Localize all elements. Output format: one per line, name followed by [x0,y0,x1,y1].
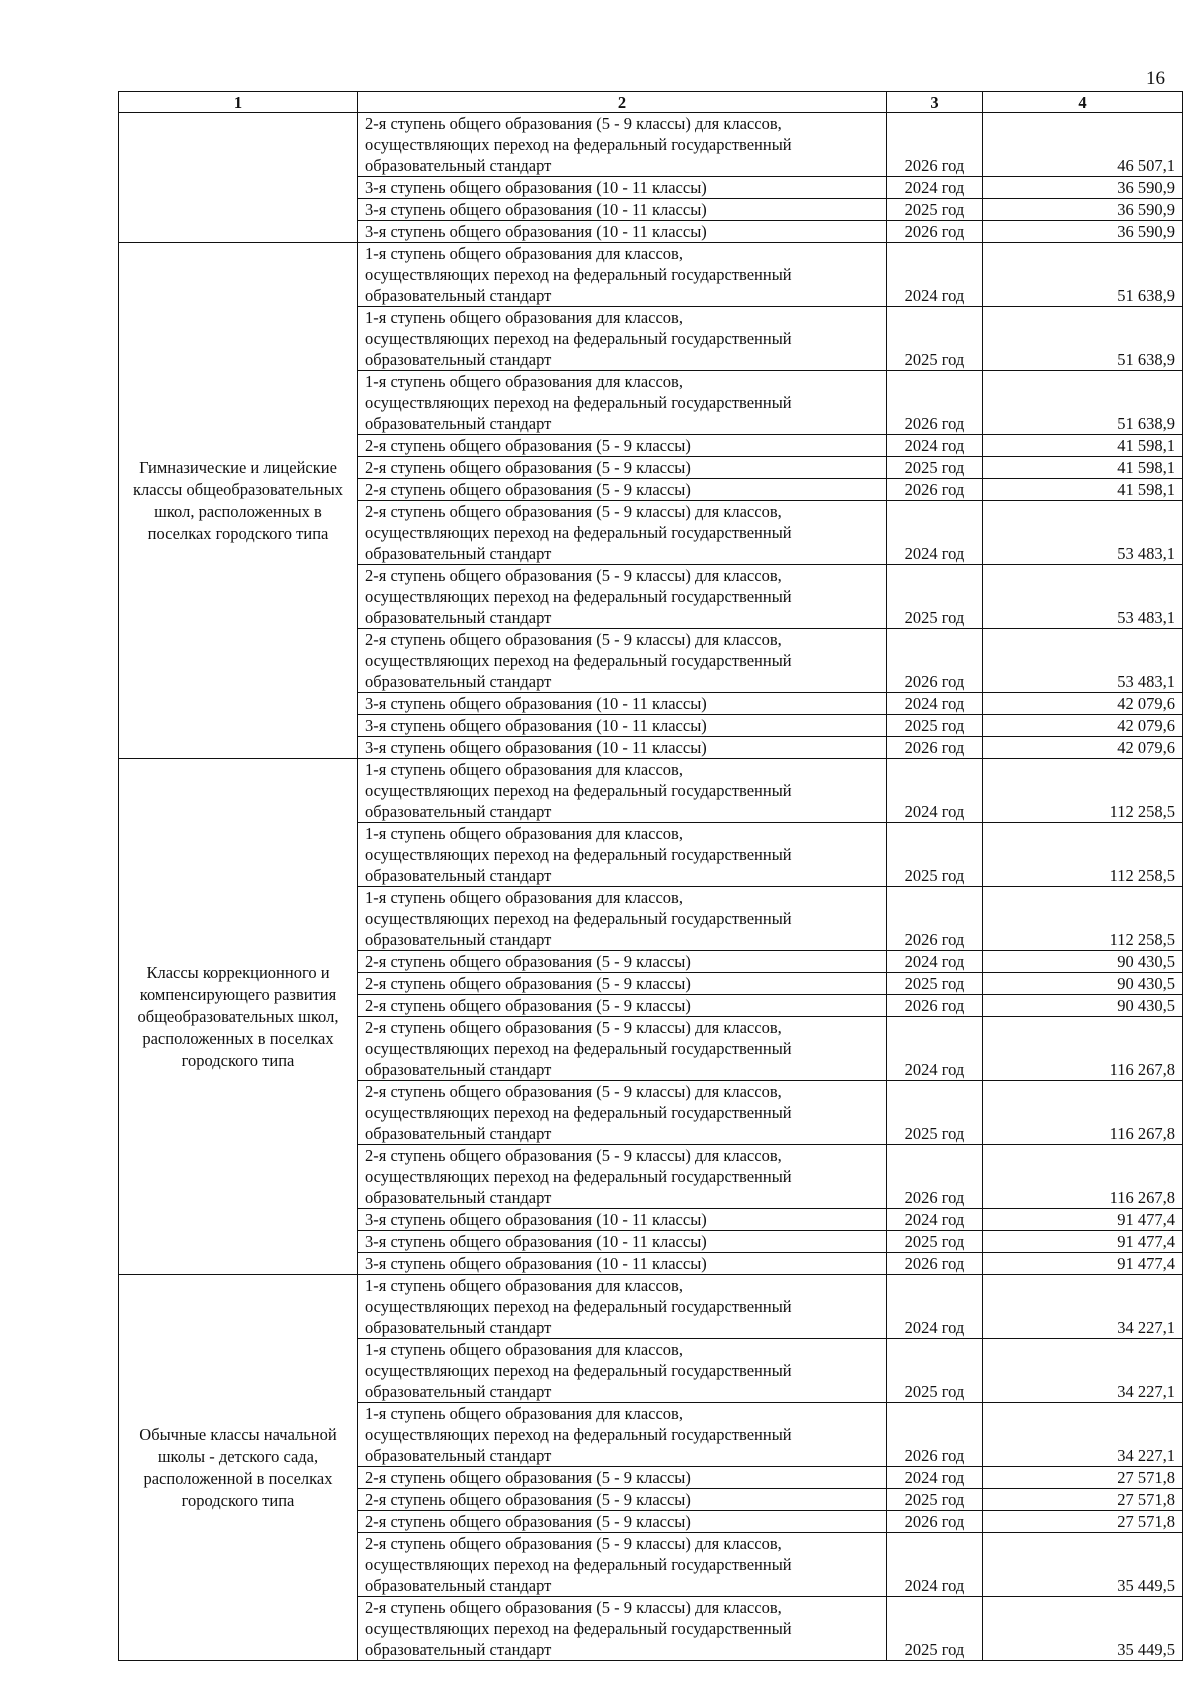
header-row [119,92,1183,113]
description-cell [358,199,887,221]
value-cell: 41 598,1 [983,479,1183,501]
value-cell: 91 477,4 [983,1253,1183,1275]
value-cell: 90 430,5 [983,973,1183,995]
description-line: образовательный стандарт [365,544,552,563]
value-cell: 36 590,9 [983,177,1183,199]
description-line: осуществляющих переход на федеральный государственный [365,393,792,412]
description-line: 2-я ступень общего образования (5 - 9 классы) [365,436,691,455]
year-cell: 2025 год [887,1597,983,1661]
description-cell [358,737,887,759]
year-cell: 2026 год [887,629,983,693]
description-line: 3-я ступень общего образования (10 - 11 классы) [365,178,707,197]
year-cell: 2024 год [887,501,983,565]
description-line: 2-я ступень общего образования (5 - 9 классы) [365,458,691,477]
description-line: 3-я ступень общего образования (10 - 11 классы) [365,694,707,713]
value-cell: 41 598,1 [983,435,1183,457]
value-cell: 36 590,9 [983,221,1183,243]
value-cell: 90 430,5 [983,995,1183,1017]
year-cell: 2024 год [887,1533,983,1597]
description-cell [358,371,887,435]
description-line: образовательный стандарт [365,414,552,433]
description-cell [358,1403,887,1467]
year-cell: 2024 год [887,1275,983,1339]
table-row [119,113,1183,177]
year-cell: 2025 год [887,307,983,371]
description-line: осуществляющих переход на федеральный государственный [365,135,792,154]
value-cell: 51 638,9 [983,371,1183,435]
description-line: образовательный стандарт [365,1188,552,1207]
value-cell: 42 079,6 [983,693,1183,715]
description-line: осуществляющих переход на федеральный государственный [365,909,792,928]
description-line: 2-я ступень общего образования (5 - 9 классы) [365,952,691,971]
value-cell: 91 477,4 [983,1231,1183,1253]
description-line: образовательный стандарт [365,672,552,691]
value-cell: 53 483,1 [983,565,1183,629]
description-line: 1-я ступень общего образования для классов, [365,1404,683,1423]
year-cell: 2025 год [887,1081,983,1145]
value-cell: 42 079,6 [983,715,1183,737]
year-cell: 2025 год [887,1231,983,1253]
value-cell: 116 267,8 [983,1081,1183,1145]
year-cell: 2026 год [887,887,983,951]
header-cell-3: 3 [887,92,983,113]
value-cell: 35 449,5 [983,1533,1183,1597]
description-cell [358,973,887,995]
value-cell: 53 483,1 [983,501,1183,565]
value-cell: 27 571,8 [983,1511,1183,1533]
value-cell: 36 590,9 [983,199,1183,221]
description-cell [358,113,887,177]
value-cell: 51 638,9 [983,307,1183,371]
description-cell [358,1339,887,1403]
description-line: осуществляющих переход на федеральный государственный [365,523,792,542]
description-line: 2-я ступень общего образования (5 - 9 классы) для классов, [365,1146,782,1165]
description-line: осуществляющих переход на федеральный государственный [365,265,792,284]
description-cell [358,1253,887,1275]
description-cell [358,1597,887,1661]
description-line: образовательный стандарт [365,1382,552,1401]
description-line: осуществляющих переход на федеральный государственный [365,587,792,606]
description-line: образовательный стандарт [365,156,552,175]
description-line: 3-я ступень общего образования (10 - 11 классы) [365,716,707,735]
description-line: 3-я ступень общего образования (10 - 11 классы) [365,1254,707,1273]
year-cell: 2025 год [887,1339,983,1403]
description-line: образовательный стандарт [365,866,552,885]
description-line: осуществляющих переход на федеральный государственный [365,1619,792,1638]
description-line: 2-я ступень общего образования (5 - 9 классы) для классов, [365,1082,782,1101]
value-cell: 34 227,1 [983,1275,1183,1339]
description-line: образовательный стандарт [365,802,552,821]
description-cell [358,693,887,715]
description-line: осуществляющих переход на федеральный государственный [365,1361,792,1380]
value-cell: 35 449,5 [983,1597,1183,1661]
description-cell [358,759,887,823]
description-line: осуществляющих переход на федеральный государственный [365,329,792,348]
description-cell [358,887,887,951]
description-line: 2-я ступень общего образования (5 - 9 классы) для классов, [365,114,782,133]
description-line: 2-я ступень общего образования (5 - 9 классы) для классов, [365,1018,782,1037]
description-line: осуществляющих переход на федеральный государственный [365,651,792,670]
description-line: 2-я ступень общего образования (5 - 9 классы) для классов, [365,1534,782,1553]
description-line: осуществляющих переход на федеральный государственный [365,1167,792,1186]
year-cell: 2024 год [887,951,983,973]
year-cell: 2025 год [887,565,983,629]
description-line: осуществляющих переход на федеральный государственный [365,845,792,864]
description-cell [358,1467,887,1489]
description-line: 3-я ступень общего образования (10 - 11 классы) [365,1232,707,1251]
value-cell: 41 598,1 [983,457,1183,479]
value-cell: 51 638,9 [983,243,1183,307]
description-line: образовательный стандарт [365,286,552,305]
tariff-table [118,91,1183,1661]
value-cell: 46 507,1 [983,113,1183,177]
description-line: осуществляющих переход на федеральный государственный [365,781,792,800]
description-cell [358,1275,887,1339]
description-line: 1-я ступень общего образования для классов, [365,372,683,391]
description-line: образовательный стандарт [365,1124,552,1143]
value-cell: 112 258,5 [983,759,1183,823]
year-cell: 2024 год [887,759,983,823]
value-cell: 42 079,6 [983,737,1183,759]
description-cell [358,243,887,307]
description-line: 1-я ступень общего образования для классов, [365,1276,683,1295]
description-line: образовательный стандарт [365,350,552,369]
description-cell [358,1081,887,1145]
description-cell [358,435,887,457]
description-line: осуществляющих переход на федеральный государственный [365,1103,792,1122]
description-cell [358,715,887,737]
description-cell [358,177,887,199]
description-line: образовательный стандарт [365,1640,552,1659]
year-cell: 2026 год [887,371,983,435]
description-line: осуществляющих переход на федеральный государственный [365,1555,792,1574]
description-cell [358,629,887,693]
description-line: осуществляющих переход на федеральный государственный [365,1039,792,1058]
description-line: 2-я ступень общего образования (5 - 9 классы) для классов, [365,502,782,521]
year-cell: 2026 год [887,995,983,1017]
description-line: образовательный стандарт [365,1060,552,1079]
value-cell: 53 483,1 [983,629,1183,693]
description-line: образовательный стандарт [365,1318,552,1337]
description-line: 3-я ступень общего образования (10 - 11 классы) [365,222,707,241]
year-cell: 2026 год [887,479,983,501]
year-cell: 2026 год [887,1403,983,1467]
description-line: образовательный стандарт [365,1576,552,1595]
year-cell: 2024 год [887,1017,983,1081]
year-cell: 2025 год [887,973,983,995]
year-cell: 2025 год [887,715,983,737]
description-line: осуществляющих переход на федеральный государственный [365,1297,792,1316]
section-name-cell: Классы коррекционного и компенсирующего развития общеобразовательных школ, расположенных в поселках городского типа [119,759,358,1275]
description-line: 2-я ступень общего образования (5 - 9 классы) [365,974,691,993]
description-cell [358,221,887,243]
description-cell [358,501,887,565]
description-line: образовательный стандарт [365,1446,552,1465]
description-cell [358,479,887,501]
year-cell: 2024 год [887,1467,983,1489]
header-cell-1: 1 [119,92,358,113]
year-cell: 2026 год [887,1253,983,1275]
year-cell: 2024 год [887,177,983,199]
description-line: 2-я ступень общего образования (5 - 9 классы) [365,1468,691,1487]
year-cell: 2025 год [887,199,983,221]
value-cell: 116 267,8 [983,1145,1183,1209]
year-cell: 2026 год [887,1511,983,1533]
value-cell: 112 258,5 [983,823,1183,887]
year-cell: 2024 год [887,243,983,307]
description-cell [358,1017,887,1081]
section-name-cell [119,113,358,243]
year-cell: 2025 год [887,823,983,887]
table-row [119,243,1183,307]
description-line: 2-я ступень общего образования (5 - 9 классы) для классов, [365,566,782,585]
year-cell: 2024 год [887,1209,983,1231]
description-cell [358,1511,887,1533]
header-cell-2: 2 [358,92,887,113]
description-cell [358,565,887,629]
description-cell [358,457,887,479]
description-line: 1-я ступень общего образования для классов, [365,1340,683,1359]
value-cell: 27 571,8 [983,1489,1183,1511]
description-line: 3-я ступень общего образования (10 - 11 классы) [365,200,707,219]
description-cell [358,1145,887,1209]
description-line: 2-я ступень общего образования (5 - 9 классы) [365,996,691,1015]
year-cell: 2025 год [887,1489,983,1511]
description-cell [358,823,887,887]
table-row [119,759,1183,823]
description-cell [358,951,887,973]
description-line: 1-я ступень общего образования для классов, [365,308,683,327]
description-line: 2-я ступень общего образования (5 - 9 классы) [365,1512,691,1531]
value-cell: 90 430,5 [983,951,1183,973]
description-line: 2-я ступень общего образования (5 - 9 классы) [365,480,691,499]
year-cell: 2026 год [887,221,983,243]
description-line: 3-я ступень общего образования (10 - 11 классы) [365,738,707,757]
year-cell: 2025 год [887,457,983,479]
value-cell: 34 227,1 [983,1339,1183,1403]
description-cell [358,307,887,371]
value-cell: 27 571,8 [983,1467,1183,1489]
description-line: 2-я ступень общего образования (5 - 9 классы) [365,1490,691,1509]
table-body [119,92,1183,1661]
description-cell [358,1533,887,1597]
description-line: осуществляющих переход на федеральный государственный [365,1425,792,1444]
description-line: 1-я ступень общего образования для классов, [365,760,683,779]
description-line: 1-я ступень общего образования для классов, [365,824,683,843]
description-line: 3-я ступень общего образования (10 - 11 классы) [365,1210,707,1229]
description-cell [358,1209,887,1231]
value-cell: 116 267,8 [983,1017,1183,1081]
description-line: образовательный стандарт [365,930,552,949]
description-line: образовательный стандарт [365,608,552,627]
year-cell: 2026 год [887,737,983,759]
year-cell: 2026 год [887,1145,983,1209]
header-cell-4: 4 [983,92,1183,113]
year-cell: 2024 год [887,693,983,715]
section-name-cell: Гимназические и лицейские классы общеобразовательных школ, расположенных в поселках городского типа [119,243,358,759]
table-row [119,1275,1183,1339]
description-cell [358,1231,887,1253]
description-line: 1-я ступень общего образования для классов, [365,244,683,263]
description-line: 2-я ступень общего образования (5 - 9 классы) для классов, [365,1598,782,1617]
page-number: 16 [1146,68,1165,89]
section-name-cell: Обычные классы начальной школы - детского сада, расположенной в поселках городского типа [119,1275,358,1661]
year-cell: 2024 год [887,435,983,457]
value-cell: 91 477,4 [983,1209,1183,1231]
value-cell: 34 227,1 [983,1403,1183,1467]
description-cell [358,995,887,1017]
description-line: 1-я ступень общего образования для классов, [365,888,683,907]
value-cell: 112 258,5 [983,887,1183,951]
description-line: 2-я ступень общего образования (5 - 9 классы) для классов, [365,630,782,649]
description-cell [358,1489,887,1511]
year-cell: 2026 год [887,113,983,177]
